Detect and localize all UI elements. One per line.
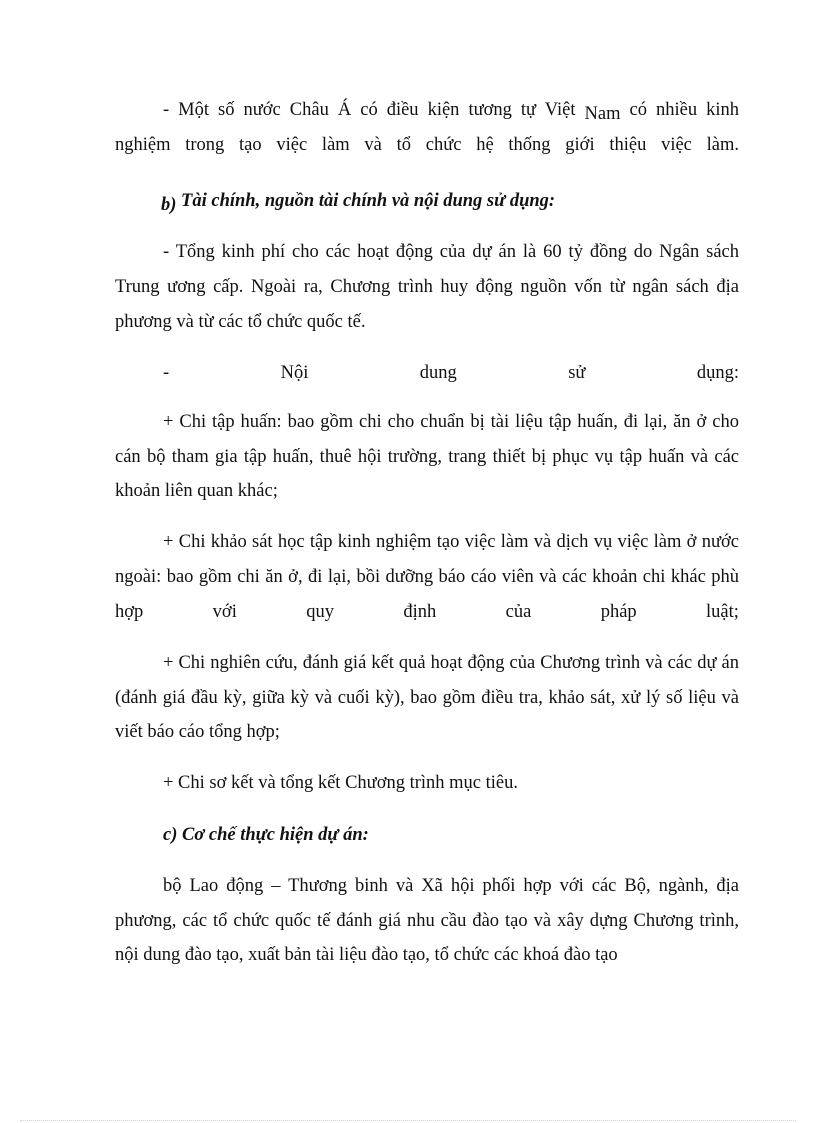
paragraph-line-spread: [163, 361, 739, 385]
paragraph-line: nghiệm trong tạo việc làm và tổ chức hệ thống giới thiệu việc làm.: [115, 135, 739, 155]
word: với: [212, 602, 237, 622]
text-segment-lowered: Nam: [584, 104, 621, 124]
word: quy: [306, 602, 334, 622]
paragraph-line-spread: [115, 600, 739, 624]
paragraph-line: [163, 98, 739, 122]
paragraph-line: cán bộ tham gia tập huấn, thuê hội trường, trang thiết bị phục vụ tập huấn và các: [115, 447, 739, 467]
word: luật;: [706, 602, 739, 622]
paragraph-line: bộ Lao động – Thương binh và Xã hội phối hợp với các Bộ, ngành, địa: [163, 876, 739, 896]
word: hợp: [115, 602, 144, 622]
text-segment: có nhiều kinh: [629, 100, 740, 120]
text-segment: - Một số nước Châu Á có điều kiện tương tự Việt: [163, 100, 576, 120]
paragraph-line: Trung ương cấp. Ngoài ra, Chương trình huy động nguồn vốn từ ngân sách địa: [115, 277, 739, 297]
word: pháp: [600, 602, 637, 622]
section-heading-c: c) Cơ chế thực hiện dự án:: [163, 825, 369, 845]
paragraph-line: + Chi khảo sát học tập kinh nghiệm tạo việc làm và dịch vụ việc làm ở nước: [163, 532, 739, 552]
paragraph-line: + Chi sơ kết và tổng kết Chương trình mục tiêu.: [163, 773, 519, 793]
paragraph-line: khoản liên quan khác;: [115, 481, 278, 501]
paragraph-line: ngoài: bao gồm chi ăn ở, đi lại, bồi dưỡng báo cáo viên và các khoản chi khác phù: [115, 567, 739, 587]
paragraph-line: nội dung đào tạo, xuất bản tài liệu đào tạo, tổ chức các khoá đào tạo: [115, 945, 618, 965]
paragraph-line: + Chi nghiên cứu, đánh giá kết quả hoạt động của Chương trình và các dự án: [163, 653, 739, 673]
word: sử: [568, 363, 586, 383]
word: -: [163, 363, 170, 383]
section-heading-b: [161, 189, 555, 213]
page-bottom-divider: [20, 1120, 796, 1121]
paragraph-line: (đánh giá đầu kỳ, giữa kỳ và cuối kỳ), bao gồm điều tra, khảo sát, xử lý số liệu và: [115, 688, 739, 708]
paragraph-line: - Tổng kinh phí cho các hoạt động của dự án là 60 tỷ đồng do Ngân sách: [163, 242, 739, 262]
paragraph-line: phương, các tổ chức quốc tế đánh giá nhu cầu đào tạo và xây dựng Chương trình,: [115, 911, 739, 931]
heading-letter: b): [161, 195, 177, 215]
paragraph-line: + Chi tập huấn: bao gồm chi cho chuẩn bị tài liệu tập huấn, đi lại, ăn ở cho: [163, 412, 739, 432]
word: định: [403, 602, 437, 622]
paragraph-line: viết báo cáo tổng hợp;: [115, 722, 280, 742]
word: của: [505, 602, 532, 622]
paragraph-line: phương và từ các tổ chức quốc tế.: [115, 312, 366, 332]
heading-text: Tài chính, nguồn tài chính và nội dung sử dụng:: [181, 191, 556, 211]
word: dụng:: [696, 363, 739, 383]
word: Nội: [280, 363, 309, 383]
word: dung: [419, 363, 457, 383]
